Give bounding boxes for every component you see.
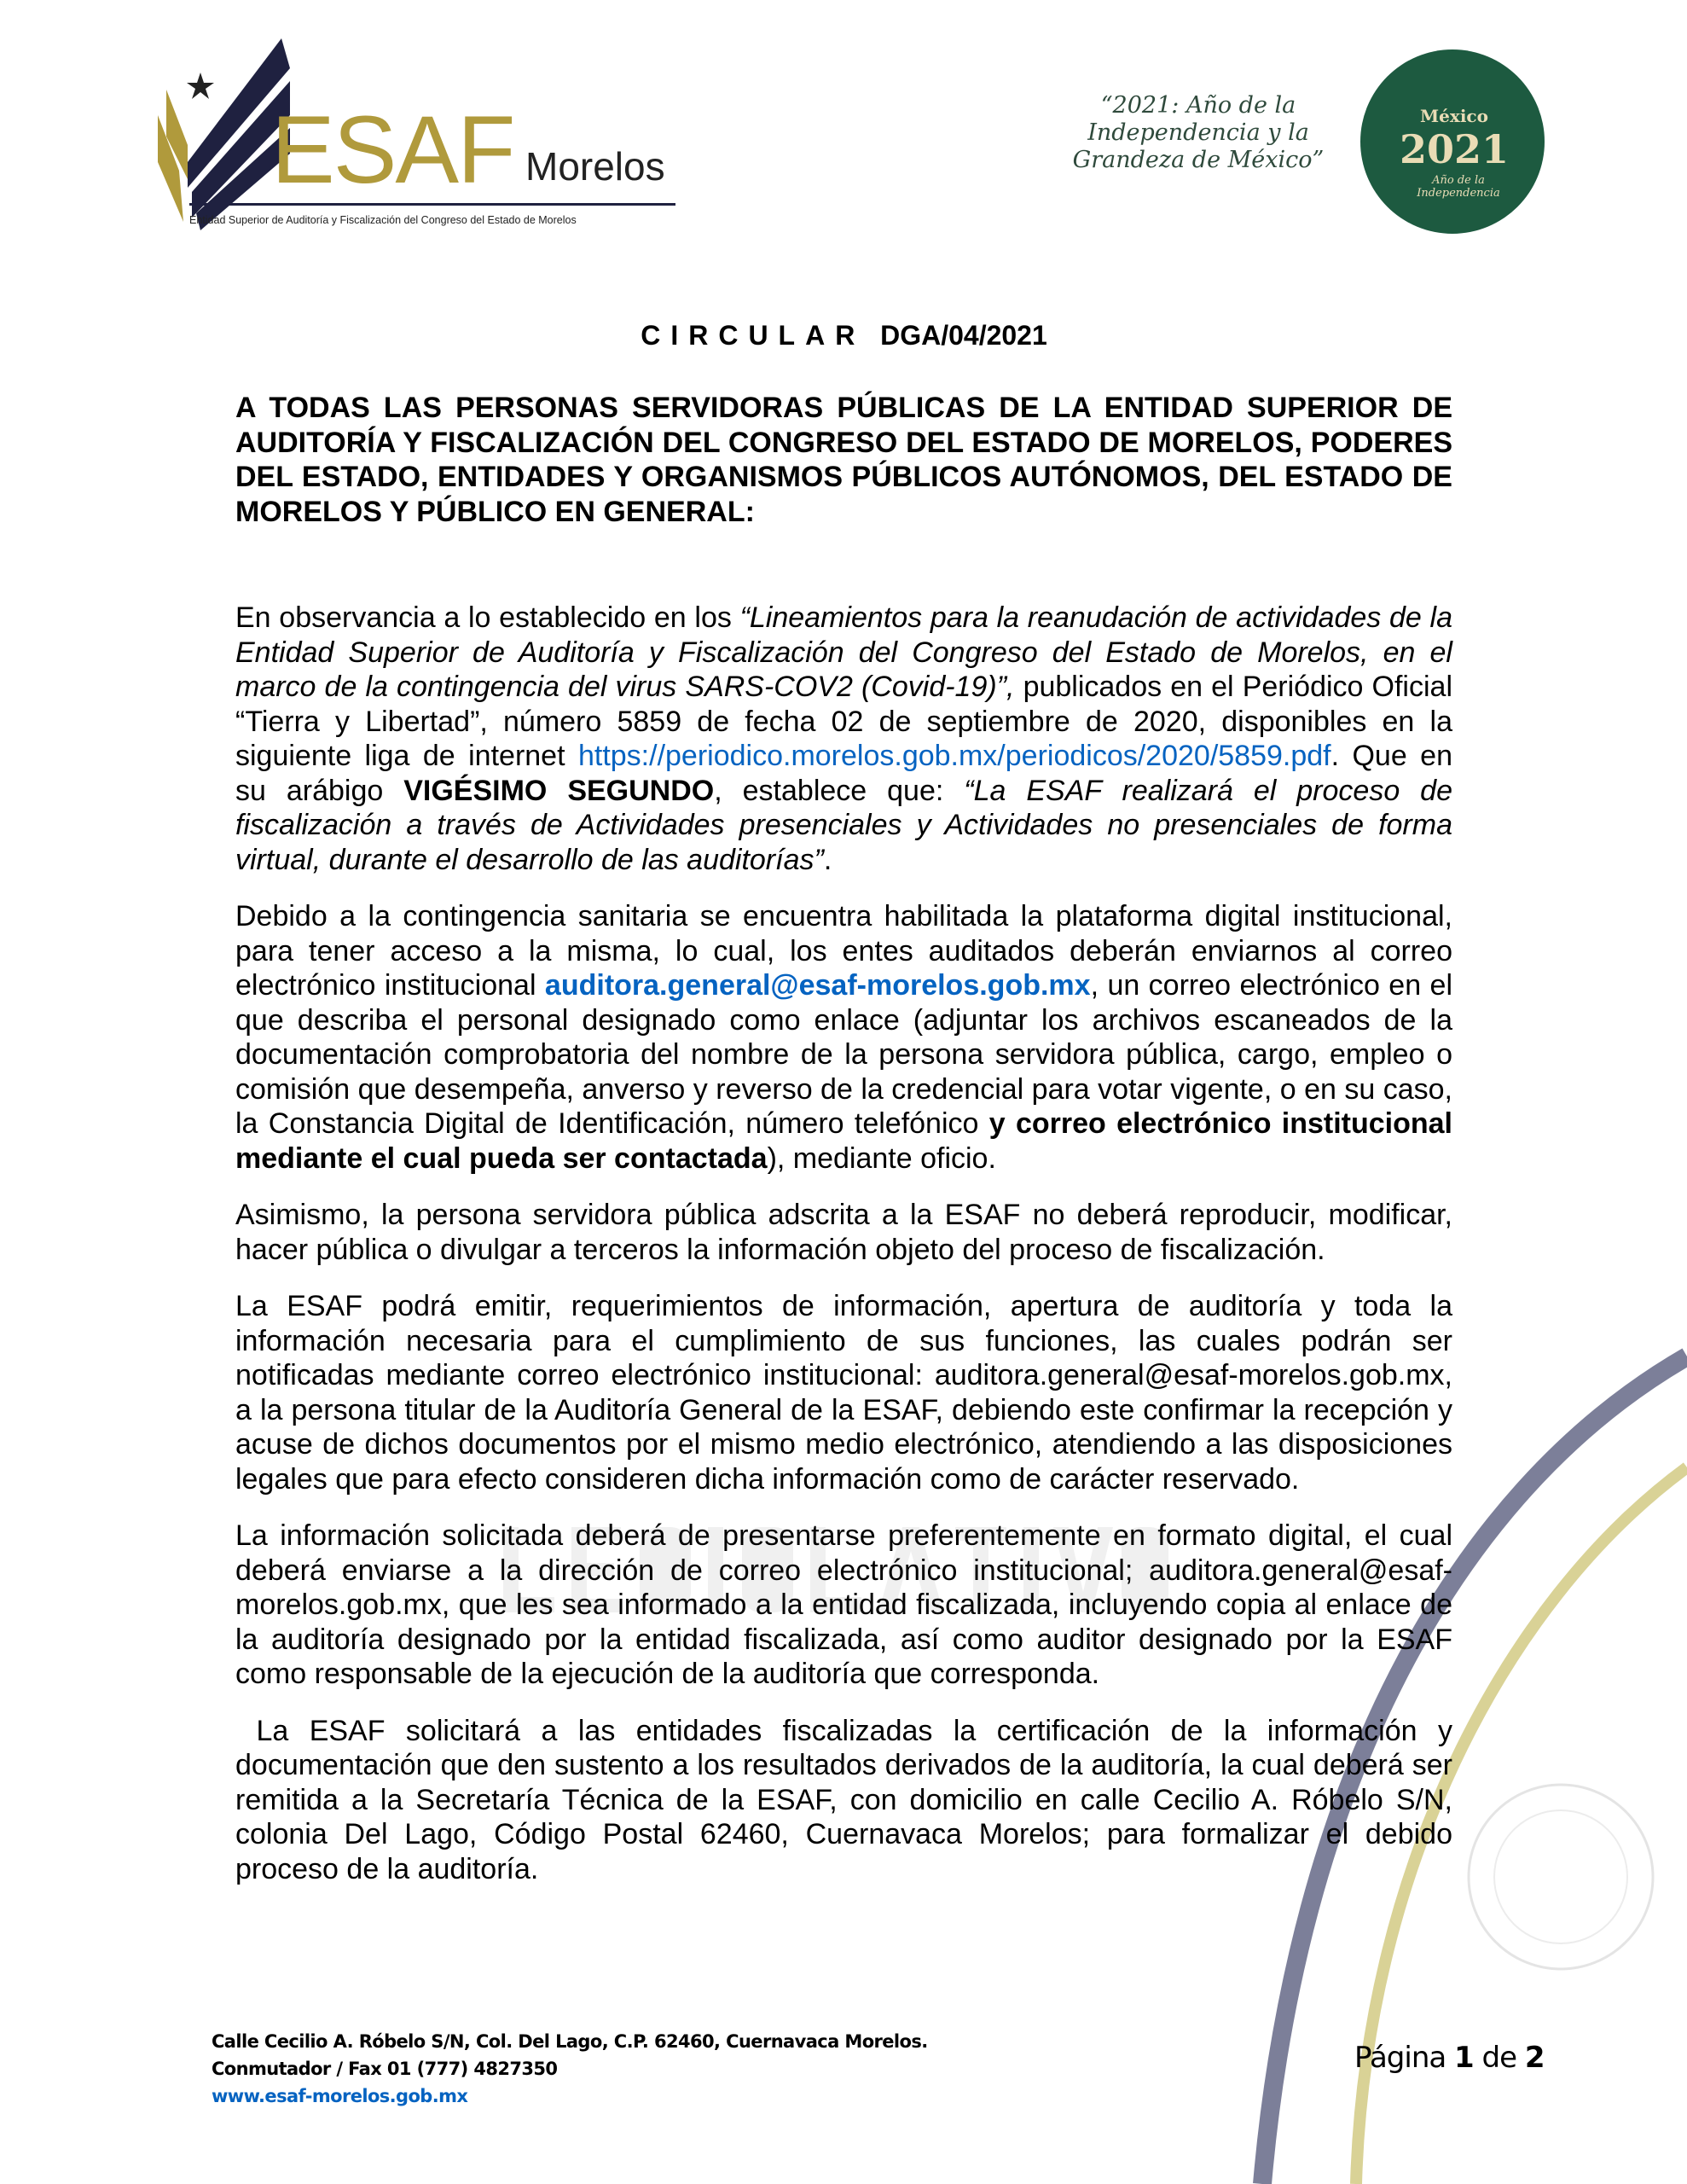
- paragraph-2: Debido a la contingencia sanitaria se encuentra habilitada la plataforma digital institucional, para tener acceso a la misma, lo cual, los entes auditados deberán enviarnos al correo electrónico institucional auditora.general@esaf-morelos.gob.mx, un correo electrónico en el que describa el personal designado como enlace (adjuntar los archivos escaneados de la documentación comprobatoria del nombre de la persona servidora pública, cargo, empleo o comisión que desempeña, anverso y reverso de la credencial para votar vigente, o en su caso, la Constancia Digital de Identificación, número telefónico y correo electrónico institucional mediante el cual pueda ser contactada), mediante oficio.: [235, 900, 1453, 1175]
- logo-divider: [189, 203, 675, 206]
- paragraph-3: Asimismo, la persona servidora pública adscrita a la ESAF no deberá reproducir, modificar, hacer pública o divulgar a terceros la información objeto del proceso de fiscalización.: [235, 1199, 1452, 1266]
- footer: [212, 2028, 928, 2110]
- paragraph-1: En observancia a lo establecido en los “Lineamientos para la reanudación de actividades de la Entidad Superior de Auditoría y Fiscalización del Congreso del Estado de Morelos, en el marco de la contingencia del virus SARS-COV2 (Covid-19)”, publicados en el Periódico Oficial “Tierra y Libertad”, número 5859 de fecha 02 de septiembre de 2020, disponibles en la siguiente liga de internet https://periodico.morelos.gob.mx/periodicos/2020/5859.pdf. Que en su arábigo VIGÉSIMO SEGUNDO, establece que: “La ESAF realizará el proceso de fiscalización a través de Actividades presenciales y Actividades no presenciales de forma virtual, durante el desarrollo de las auditorías”.: [235, 601, 1452, 876]
- email-link[interactable]: auditora.general@esaf-morelos.gob.mx: [235, 1554, 1452, 1621]
- footer-phone: Conmutador / Fax 01 (777) 4827350: [212, 2059, 558, 2079]
- paragraph-5: La información solicitada deberá de presentarse preferentemente en formato digital, el cual deberá enviarse a la dirección de correo electrónico institucional; auditora.general@esaf-morelos.gob.mx, que les sea informado a la entidad fiscalizada, incluyendo copia al enlace de la auditoría designado por la entidad fiscalizada, así como auditor designado por la ESAF como responsable de la ejecución de la auditoría que corresponda.: [235, 1519, 1452, 1690]
- paragraph-4: La ESAF podrá emitir, requerimientos de información, apertura de auditoría y toda la información necesaria para el cumplimiento de sus funciones, las cuales podrán ser notificadas mediante correo electrónico institucional: auditora.general@esaf-morelos.gob.mx, a la persona titular de la Auditoría General de la ESAF, debiendo este confirmar la recepción y acuse de dichos documentos por el mismo medio electrónico, atendiendo a las disposiciones legales que para efecto consideren dicha información como de carácter reservado.: [235, 1290, 1452, 1496]
- periodico-link[interactable]: https://periodico.morelos.gob.mx/periodicos/2020/5859.pdf: [577, 740, 1331, 772]
- document-title: CIRCULAR DGA/04/2021: [641, 320, 1047, 351]
- paragraph-6: La ESAF solicitará a las entidades fiscalizadas la certificación de la información y documentación que den sustento a los resultados derivados de la auditoría, la cual deberá ser remitida a la Secretaría Técnica de la ESAF, con domicilio en calle Cecilio A. Róbelo S/N, colonia Del Lago, Código Postal 62460, Cuernavaca Morelos; para formalizar el debido proceso de la auditoría.: [235, 1714, 1461, 1885]
- logo-esaf: ESAF: [271, 96, 514, 203]
- addressee: A TODAS LAS PERSONAS SERVIDORAS PÚBLICAS DE LA ENTIDAD SUPERIOR DE AUDITORÍA Y FISCALIZACIÓN DEL CONGRESO DEL ESTADO DE MORELOS, PODERES DEL ESTADO, ENTIDADES Y ORGANISMOS PÚBLICOS AUTÓNOMOS, DEL ESTADO DE MORELOS Y PÚBLICO EN GENERAL:: [235, 392, 1452, 528]
- seal-country: México: [1420, 106, 1488, 126]
- logo-caption: Entidad Superior de Auditoría y Fiscalización del Congreso del Estado de Morelos: [189, 214, 577, 226]
- document-body: [235, 601, 1461, 1908]
- seal-caption: Año de la Independencia: [1417, 174, 1500, 200]
- email-link[interactable]: auditora.general@esaf-morelos.gob.mx: [544, 969, 1091, 1002]
- year-motto: “2021: Año de la Independencia y la Grandeza de México”: [1072, 92, 1325, 173]
- page-number: Página 1 de 2: [1354, 2041, 1545, 2075]
- email-link[interactable]: auditora.general@esaf-morelos.gob.mx: [934, 1359, 1445, 1391]
- seal-year: 2021: [1399, 126, 1510, 172]
- footer-address: Calle Cecilio A. Róbelo S/N, Col. Del Lago, C.P. 62460, Cuernavaca Morelos.: [212, 2031, 928, 2052]
- logo-morelos: Morelos: [525, 144, 665, 189]
- footer-website-link[interactable]: www.esaf-morelos.gob.mx: [212, 2086, 468, 2106]
